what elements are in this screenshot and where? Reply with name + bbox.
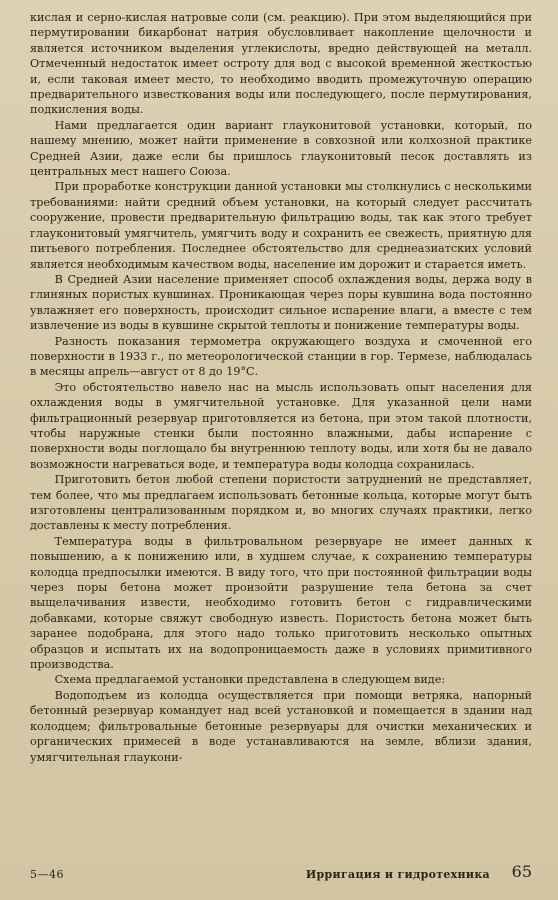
paragraph-4: В Средней Азии население применяет способ охлаждения воды, держа воду в глиняных пористых кувшинах. Проникающая через поры кувшина вода постоянно увлажняет его поверхность, происходит сильное испарение влаги, а вместе с тем извлечение из воды в кувшине скрытой теплоты и понижение температуры воды.: [30, 272, 532, 333]
paragraph-5: Разность показания термометра окружающего воздуха и смоченной его поверхности в 1933 г., по метеорологической станции в гор. Термезе, наблюдалась в месяцы апрель—август от 8 до 19°С.: [30, 334, 532, 379]
paragraph-1: кислая и серно-кислая натровые соли (см. реакцию). При этом выделяющийся при пермутировании бикарбонат натрия обусловливает накопление щелочности и является источником выделения углекислоты, вредно действующей на металл. Отмеченный недостаток имеет остроту для вод с высокой временной жесткостью и, если таковая имеет место, то необходимо вводить промежуточную операцию предварительного известкования воды или последующего, после пермутирования, подкисления воды.: [30, 11, 532, 117]
page-number: 65: [511, 862, 532, 881]
signature-mark: 5—46: [30, 868, 64, 881]
paragraph-6: Это обстоятельство навело нас на мысль использовать опыт населения для охлаждения воды в умягчительной установке. Для указанной цели нами фильтрационный резервуар приготовляется из бетона, при этом такой плотности, чтобы наружные стенки были постоянно влажными, дабы испарение с поверхности воды поглощало бы внутреннюю теплоту воды, или хотя бы не давало возможности нагреваться воде, и температура воды колодца сохранилась.: [30, 380, 532, 471]
running-title: Ирригация и гидротехника: [305, 868, 490, 881]
paragraph-7: Приготовить бетон любой степени пористости затруднений не представляет, тем более, что мы предлагаем использовать бетонные кольца, которые могут быть изготовлены централизованным порядком и, во многих случаях практики, легко доставлены к месту потребления.: [30, 473, 532, 533]
paragraph-2: Нами предлагается один вариант глауконитовой установки, который, по нашему мнению, может найти применение в совхозной или колхозной практике Средней Азии, даже если бы пришлось глауконитовый песок доставлять из центральных мест нашего Союза.: [30, 118, 532, 179]
paragraph-9: Схема предлагаемой установки представлена в следующем виде:: [54, 673, 446, 687]
paragraph-8: Температура воды в фильтровальном резервуаре не имеет данных к повышению, а к понижению или, в худшем случае, к сохранению температуры колодца предпосылки имеются. В виду того, что при постоянной фильтрации воды через поры бетона может произойти разрушение тела бетона за счет выщелачивания извести, необходимо готовить бетон с гидравлическими добавками, которые свяжут свободную известь. Пористость бетона может быть заранее подобрана, для этого надо только приготовить несколько опытных образцов и испытать их на водопроницаемость даже в условиях примитивного производства.: [30, 534, 532, 672]
paragraph-3: При проработке конструкции данной установки мы столкнулись с несколькими требованиями: найти средний объем установки, на который следует рассчитать сооружение, провести предварительную фильтрацию воды, так как этого требует глауконитовый умягчитель, умягчить воду и сохранить ее свежесть, приятную для питьевого потребления. Последнее обстоятельство для среднеазиатских условий является необходимым качеством воды, население им дорожит и старается иметь.: [30, 180, 532, 271]
paragraph-10: Водоподъем из колодца осуществляется при помощи ветряка, напорный бетонный резервуар командует над всей установкой и помещается в здании над колодцем; фильтровальные бетонные резервуары для очистки механических и органических примесей в воде устанавливаются на земле, вблизи здания, умягчительная глаукони-: [30, 688, 532, 764]
page-footer: [30, 862, 532, 884]
